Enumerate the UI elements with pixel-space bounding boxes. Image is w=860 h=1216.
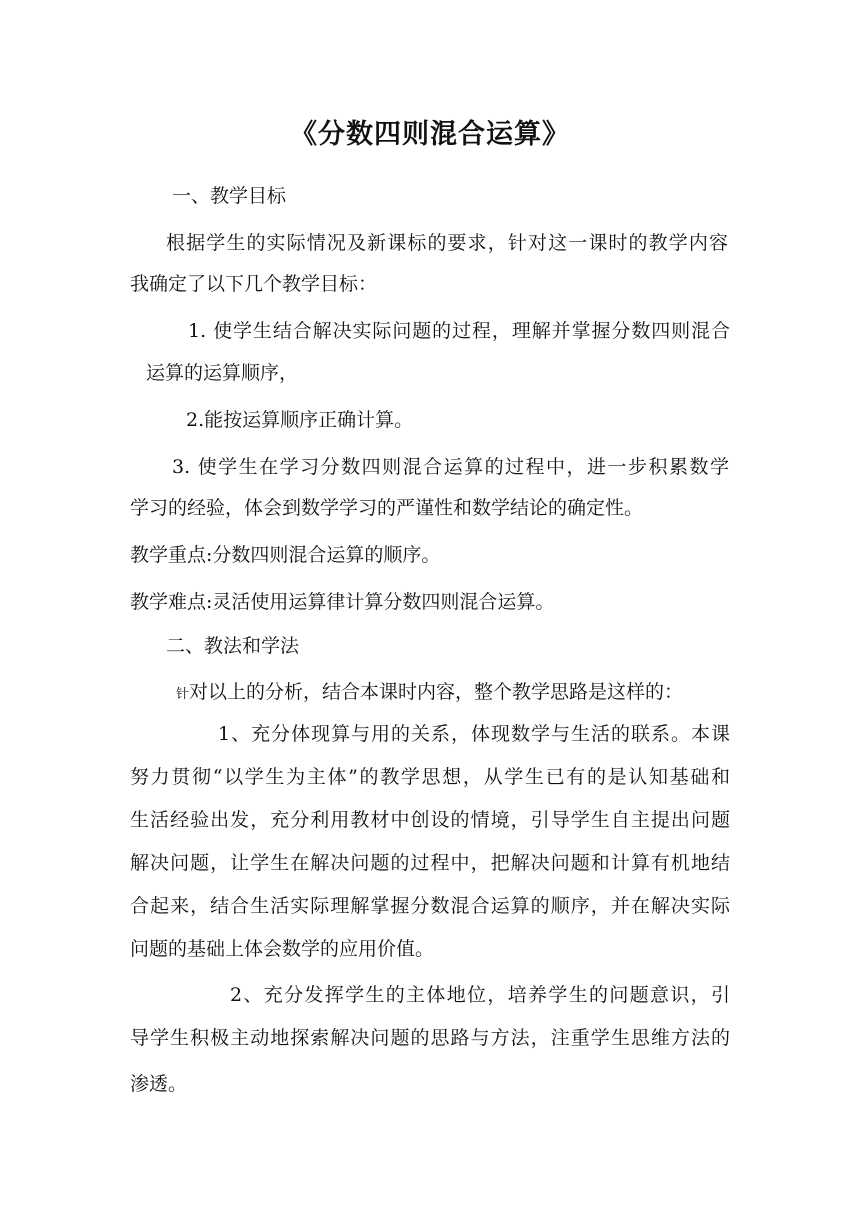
methods-intro (176, 678, 683, 709)
methods-intro-small-char: 针 (176, 687, 190, 702)
goal-3-line: 3. 使学生在学习分数四则混合运算的过程中，进一步积累数学 (172, 456, 729, 478)
paragraph-line: 我确定了以下几个教学目标： (130, 273, 378, 295)
point-1-line: 问题的基础上体会数学的应用价值。 (130, 938, 435, 960)
difficult-point: 教学难点:灵活使用运算律计算分数四则混合运算。 (130, 591, 555, 613)
point-1-line: 1、充分体现算与用的关系，体现数学与生活的联系。本课 (218, 723, 730, 745)
methods-intro-text: 对以上的分析，结合本课时内容，整个教学思路是这样的： (189, 681, 684, 703)
paragraph-line: 根据学生的实际情况及新课标的要求，针对这一课时的教学内容 (166, 232, 728, 254)
point-1-line: 努力贯彻“以学生为主体”的教学思想，从学生已有的是认知基础和 (130, 766, 730, 788)
point-2-line: 渗透。 (130, 1073, 188, 1095)
point-1-line: 生活经验出发，充分利用教材中创设的情境，引导学生自主提出问题 (130, 809, 730, 831)
key-point: 教学重点:分数四则混合运算的顺序。 (130, 544, 441, 566)
goal-1-line: 1. 使学生结合解决实际问题的过程，理解并掌握分数四则混合 (188, 320, 730, 342)
goal-2-line: 2.能按运算顺序正确计算。 (186, 409, 414, 431)
section-heading-teaching-goals: 一、教学目标 (172, 185, 287, 207)
goal-1-line: 运算的运算顺序， (146, 362, 299, 384)
point-2-line: 2、充分发挥学生的主体地位，培养学生的问题意识，引 (230, 984, 730, 1006)
section-heading-methods: 二、教法和学法 (166, 635, 300, 657)
document-title: 《分数四则混合运算》 (290, 119, 570, 150)
goal-3-line: 学习的经验，体会到数学学习的严谨性和数学结论的确定性。 (130, 497, 644, 519)
point-1-line: 合起来，结合生活实际理解掌握分数混合运算的顺序，并在解决实际 (130, 895, 730, 917)
point-2-line: 导学生积极主动地探索解决问题的思路与方法，注重学生思维方法的 (130, 1027, 730, 1049)
point-1-line: 解决问题，让学生在解决问题的过程中，把解决问题和计算有机地结 (130, 852, 730, 874)
